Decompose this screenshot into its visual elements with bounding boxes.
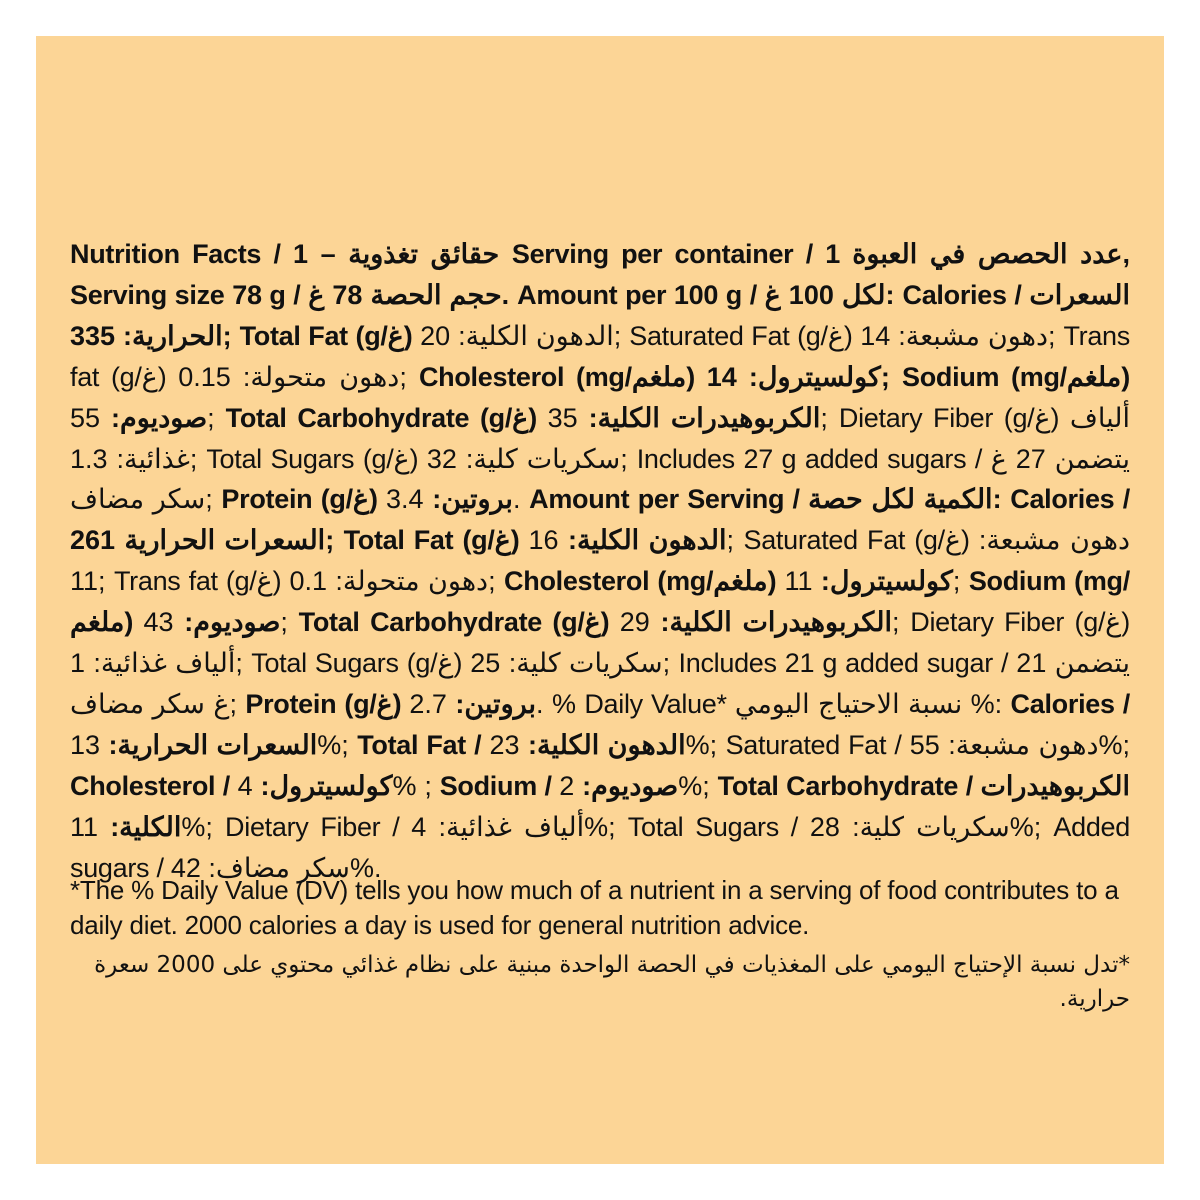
- label-bold-run: Cholesterol (mg/ملغم) كولسيترول:: [504, 566, 953, 597]
- label-text-run: 2%;: [559, 770, 718, 801]
- label-text-run: 23%; Saturated Fat / دهون مشبعة: 55%;: [489, 729, 1130, 760]
- label-bold-run: Cholesterol (mg/ملغم) كولسيترول: 14; Sodium (mg/ملغم) صوديوم:: [100, 361, 1130, 433]
- label-text-run: 11%; Dietary Fiber / ألياف غذائية: 4%; Total Sugars / سكريات كلية: 28%; Added sugars / سكر مضاف: 42%.: [70, 811, 1130, 883]
- label-text-run: الدهون الكلية: 20; Saturated Fat (g/غ) دهون مشبعة: 14; Trans fat (g/غ) دهون متحولة: 0.15;: [70, 320, 1130, 392]
- label-text-run: 3.4.: [386, 484, 530, 515]
- label-bold-run: Nutrition Facts / حقائق تغذوية – 1 Serving per container / 1 عدد الحصص في العبوة, Serving size 78 g / حجم الحصة 78 غ. Amount per 100 g / لكل 100 غ: Calories / السعرات الحرارية:: [70, 239, 1131, 351]
- label-bold-run: Total Fat / الدهون الكلية:: [357, 729, 686, 760]
- label-bold-run: Sodium (mg/ملغم) صوديوم:: [70, 566, 1130, 638]
- label-text-run: 35; Dietary Fiber (g/غ) ألياف غذائية: 1.3; Total Sugars (g/غ) سكريات كلية: 32; Includes 27 g added sugars / يتضمن 27 غ سكر مضاف;: [70, 402, 1130, 515]
- daily-value-footnote-arabic: *تدل نسبة الإحتياج اليومي على المغذيات في الحصة الواحدة مبنية على نظام غذائي محتوي على 2000 سعرة حرارية.: [94, 952, 1130, 1012]
- label-panel: [36, 36, 1164, 1164]
- nutrition-facts-text: [70, 234, 1130, 889]
- label-text-run: 43;: [143, 607, 299, 638]
- label-text-run: 2.7. % Daily Value* نسبة الاحتياج اليومي %:: [409, 688, 1011, 719]
- label-bold-run: Cholesterol / كولسيترول:: [70, 770, 393, 801]
- label-bold-run: Total Carbohydrate (g/غ) الكربوهيدرات الكلية:: [298, 607, 893, 638]
- label-text-run: 11;: [784, 566, 969, 597]
- label-text-run: 13%;: [70, 729, 358, 760]
- label-bold-run: Protein (g/غ) بروتين:: [221, 484, 513, 515]
- label-bold-run: Amount per Serving / الكمية لكل حصة: Calories / السعرات الحرارية 261; Total Fat (g/غ) الدهون الكلية:: [70, 484, 1130, 556]
- label-text-run: 4% ;: [237, 770, 440, 801]
- label-bold-run: Total Carbohydrate / الكربوهيدرات الكلية:: [98, 770, 1130, 842]
- label-text-run: 55;: [70, 402, 226, 433]
- label-bold-run: Sodium / صوديوم:: [439, 770, 679, 801]
- label-text-run: 16; Saturated Fat (g/غ) دهون مشبعة: 11; Trans fat (g/غ) دهون متحولة: 0.1;: [70, 525, 1130, 597]
- label-bold-run: 335; Total Fat (g/غ): [70, 320, 421, 351]
- label-bold-run: Protein (g/غ) بروتين:: [245, 688, 537, 719]
- label-bold-run: Total Carbohydrate (g/غ) الكربوهيدرات الكلية:: [225, 402, 821, 433]
- daily-value-footnote-english: *The % Daily Value (DV) tells you how much of a nutrient in a serving of food contributes to a daily diet. 2000 calories a day is used for general nutrition advice.: [70, 875, 1119, 940]
- label-bold-run: Calories / السعرات الحرارية:: [100, 688, 1131, 760]
- label-text-run: 29; Dietary Fiber (g/غ) ألياف غذائية: 1; Total Sugars (g/غ) سكريات كلية: 25; Includes 21 g added sugar / يتضمن 21 غ سكر مضاف;: [70, 607, 1130, 719]
